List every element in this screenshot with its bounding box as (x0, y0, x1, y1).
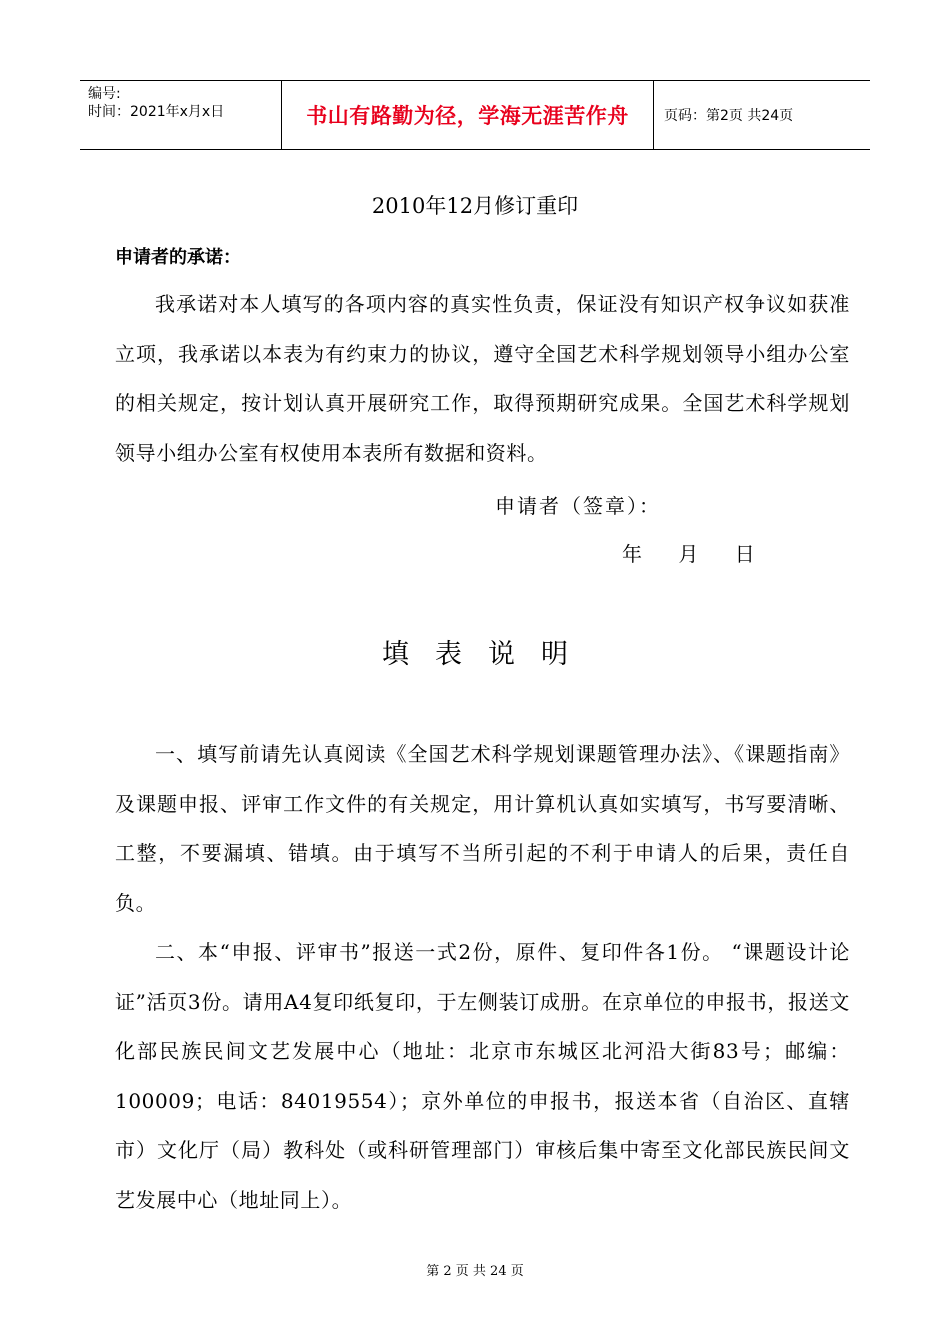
instruction-paragraph-1: 一、填写前请先认真阅读《全国艺术科学规划课题管理办法》、《课题指南》及课题申报、评审工作文件的有关规定，用计算机认真如实填写，书写要清晰、工整，不要漏填、错填。由于填写不当所引起的不利于申请人的后果，责任自负。 (115, 742, 850, 915)
header-motto: 书山有路勤为径，学海无涯苦作舟 (282, 81, 654, 149)
document-number-label: 编号: (88, 86, 121, 102)
signature-label: 申请者（签章）： (495, 494, 661, 518)
instruction-paragraph-2: 二、本“申报、评审书”报送一式2份，原件、复印件各1份。 “课题设计论证”活页3份。请用A4复印纸复印，于左侧装订成册。在京单位的申报书，报送文化部民族民间文艺发展中心（地址：北京市东城区北河沿大街83号；邮编：100009；电话：84019554）；京外单位的申报书，报送本省（自治区、直辖市）文化厅（局）教科处（或科研管理部门）审核后集中寄至文化部民族民间文艺发展中心（地址同上）。 (115, 940, 850, 1212)
page-footer: 第 2 页 共 24 页 (426, 1264, 524, 1279)
document-time-label: 时间：2021年x月x日 (88, 104, 225, 120)
document-header (80, 80, 870, 150)
date-label: 年 月 日 (622, 542, 755, 566)
promise-title: 申请者的承诺： (115, 247, 241, 268)
header-meta-cell (80, 81, 282, 149)
promise-paragraph: 我承诺对本人填写的各项内容的真实性负责，保证没有知识产权争议如获准立项，我承诺以本表为有约束力的协议，遵守全国艺术科学规划领导小组办公室的相关规定，按计划认真开展研究工作，取得预期研究成果。全国艺术科学规划领导小组办公室有权使用本表所有数据和资料。 (115, 292, 850, 465)
revision-note: 2010年12月修订重印 (371, 194, 579, 218)
instructions-title: 填表说明 (382, 639, 594, 670)
header-page-info: 页码：第2页 共24页 (664, 108, 794, 124)
